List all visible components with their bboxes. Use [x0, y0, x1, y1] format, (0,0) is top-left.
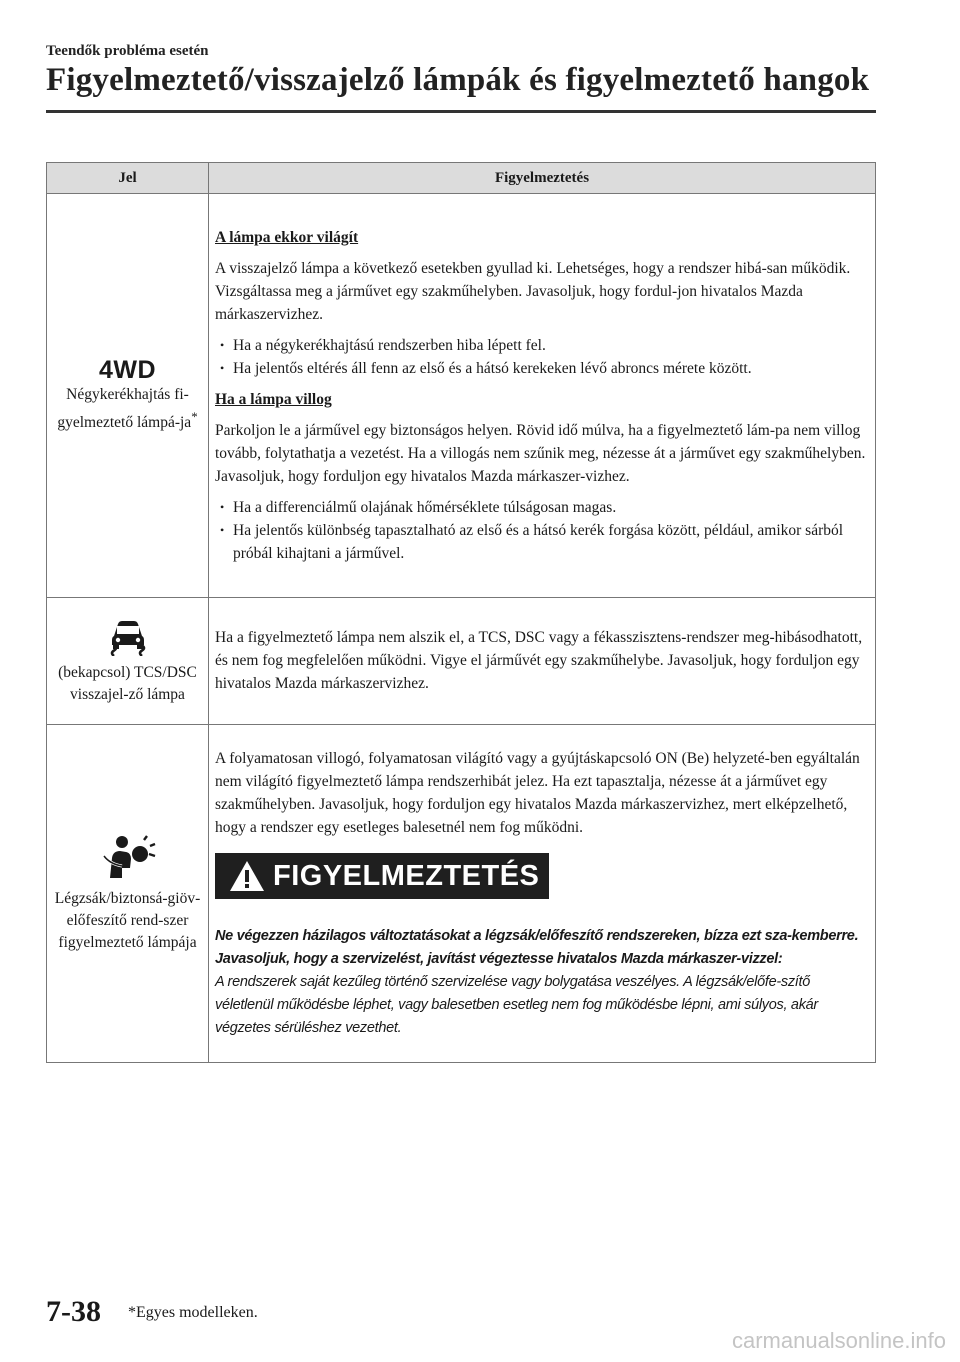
list-item: • Ha a négykerékhajtású rendszerben hiba lépett fel.	[220, 337, 546, 354]
page-title: Figyelmeztető/visszajelző lámpák és figyelmeztető hangok	[46, 62, 870, 98]
warning-cell	[209, 598, 876, 725]
tcs-dsc-icon	[106, 616, 150, 656]
watermark: carmanualsonline.info	[731, 1328, 946, 1353]
list-item: • Ha jelentős különbség tapasztalható az első és a hátsó kerék forgása között, például, amikor sárból próbál kihajtani a járművel.	[220, 522, 844, 562]
paragraph: A visszajelző lámpa a következő esetekben gyullad ki. Lehetséges, hogy a rendszer hibá-san működik. Vizsgáltassa meg a járművet egy szakműhelyben. Javasoljuk, hogy fordul-jon hivatalos Mazda márkaszervizhez.	[215, 260, 851, 323]
section-label: Teendők probléma esetén	[46, 43, 209, 59]
symbol-caption: (bekapcsol) TCS/DSC visszajel-ző lámpa	[58, 664, 197, 703]
table-row	[47, 598, 876, 725]
paragraph: Parkoljon le a járművel egy biztonságos helyen. Rövid idő múlva, ha a figyelmeztető lám-pa nem villog tovább, folytathatja a vezetést. Ha a villogás nem szűnik meg, nézesse át a járművet egy szakműhelyben. Javasoljuk, hogy forduljon egy hivatalos Mazda márkaszer-vizhez.	[215, 422, 866, 485]
page-number: 7-38	[46, 1295, 101, 1328]
table-row	[47, 725, 876, 1063]
4wd-warning-icon: 4WD	[98, 356, 157, 385]
bullet-list	[215, 496, 867, 565]
symbol-cell	[47, 725, 209, 1063]
warning-bold-text: Ne végezzen házilagos változtatásokat a légzsák/előfeszítő rendszereken, bízza ezt sza-kemberre. Javasoljuk, hogy a szervizelést, javítást végeztesse hivatalos Mazda márkaszer-vizzel:	[215, 928, 859, 967]
symbol-cell	[47, 194, 209, 598]
subheading-lamp-flashing: Ha a lámpa villog	[215, 391, 332, 408]
paragraph: A folyamatosan villogó, folyamatosan világító vagy a gyújtáskapcsoló ON (Be) helyzeté-ben egyáltalán nem világító figyelmeztető lámpa rendszerhibát jelez. Ha ezt tapasztalja, nézesse át a járművet egy szakműhelyben. Javasoljuk, hogy forduljon egy hivatalos Mazda márkaszervizhez, mert elképzelhető, hogy a rendszer egy esetleges balesetnél nem fog működni.	[215, 750, 860, 836]
warning-cell	[209, 194, 876, 598]
table-row	[47, 194, 876, 598]
warning-text	[215, 925, 867, 1040]
warning-banner-label: FIGYELMEZTETÉS	[273, 859, 540, 892]
symbol-caption: Négykerékhajtás fi-gyelmeztető lámpá-ja*	[57, 386, 198, 432]
title-divider	[46, 110, 876, 113]
paragraph: Ha a figyelmeztető lámpa nem alszik el, a TCS, DSC vagy a fékasszisztens-rendszer meg-hibásodhatott, és nem fog megfelelően működni. Vigye el járművét egy szakműhelybe. Javasoljuk, hogy forduljon egy hivatalos Mazda márkaszervizhez.	[215, 628, 863, 692]
symbol-caption: Légzsák/biztonsá-giöv-előfeszítő rend-szer figyelmeztető lámpája	[54, 889, 201, 951]
warning-lamp-table	[46, 162, 876, 1063]
table-header-row	[47, 163, 876, 194]
footnote: *Egyes modelleken.	[128, 1304, 258, 1321]
list-item: • Ha jelentős eltérés áll fenn az első és a hátsó kerekeken lévő abroncs mérete között.	[220, 360, 752, 377]
list-item: • Ha a differenciálmű olajának hőmérséklete túlságosan magas.	[220, 499, 617, 516]
column-header-warning: Figyelmeztetés	[209, 163, 876, 194]
symbol-cell	[47, 598, 209, 725]
warning-triangle-icon	[229, 860, 265, 892]
footnote-marker: *	[191, 409, 198, 425]
airbag-warning-icon	[100, 834, 156, 880]
warning-cell	[209, 725, 876, 1063]
warning-banner	[215, 853, 549, 899]
subheading-lamp-on: A lámpa ekkor világít	[215, 229, 359, 246]
warning-body-text: A rendszerek saját kezűleg történő szervizelése vagy bolygatása veszélyes. A légzsák/előfe-szítő véletlenül működésbe léphet, vagy balesetben esetleg nem fog működésbe lépni, ami súlyos, akár végzetes sérüléshez vezethet.	[215, 974, 818, 1036]
bullet-list	[215, 334, 867, 380]
column-header-symbol: Jel	[47, 163, 209, 194]
